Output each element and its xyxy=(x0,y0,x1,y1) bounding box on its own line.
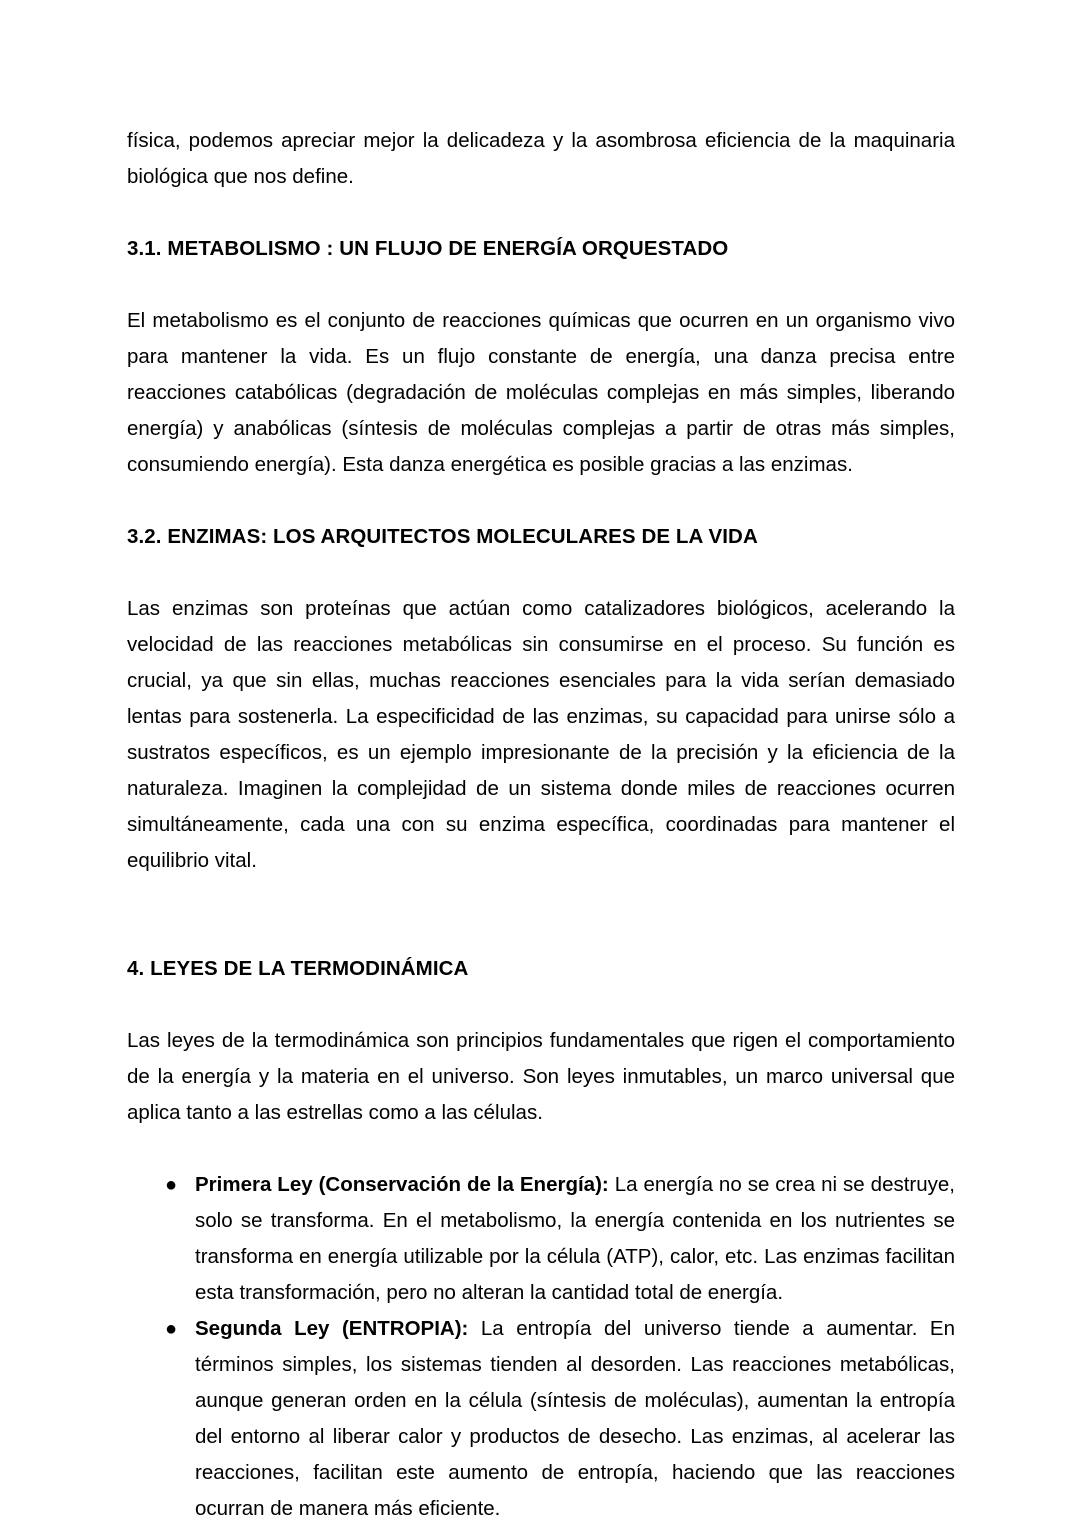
spacer xyxy=(127,195,955,231)
spacer xyxy=(127,267,955,303)
heading-4: 4. LEYES DE LA TERMODINÁMICA xyxy=(127,957,469,980)
heading-3-1: 3.1. METABOLISMO : UN FLUJO DE ENERGÍA ORQUESTADO xyxy=(127,237,729,260)
list-item-body: La entropía del universo tiende a aumentar. En términos simples, los sistemas tienden al desorden. Las reacciones metabólicas, aunque generan orden en la célula (síntesis de moléculas), aumentan la entropía del entorno al liberar calor y productos de desecho. Las enzimas, al acelerar las reacciones, facilitan este aumento de entropía, haciendo que las reacciones ocurran de manera más eficiente. xyxy=(195,1317,955,1520)
bullet-icon: ● xyxy=(165,1174,178,1196)
document-content xyxy=(127,123,955,1525)
enzimas-paragraph: Las enzimas son proteínas que actúan como catalizadores biológicos, acelerando la velocidad de las reacciones metabólicas sin consumirse en el proceso. Su función es crucial, ya que sin ellas, muchas reacciones esenciales para la vida serían demasiado lentas para sostenerla. La especificidad de las enzimas, su capacidad para unirse sólo a sustratos específicos, es un ejemplo impresionante de la precisión y la eficiencia de la naturaleza. Imaginen la complejidad de un sistema donde miles de reacciones ocurren simultáneamente, cada una con su enzima específica, coordinadas para mantener el equilibrio vital. xyxy=(127,597,955,872)
laws-list xyxy=(127,1167,955,1525)
list-item-primera-ley xyxy=(127,1167,955,1311)
list-item-lead: Segunda Ley (ENTROPIA): xyxy=(195,1317,469,1340)
spacer xyxy=(127,987,955,1023)
spacer xyxy=(127,555,955,591)
spacer xyxy=(127,1131,955,1167)
spacer xyxy=(127,483,955,519)
list-item-lead: Primera Ley (Conservación de la Energía): xyxy=(195,1173,609,1196)
spacer-large xyxy=(127,879,955,951)
heading-3-2: 3.2. ENZIMAS: LOS ARQUITECTOS MOLECULARES DE LA VIDA xyxy=(127,525,758,548)
intro-paragraph: física, podemos apreciar mejor la delicadeza y la asombrosa eficiencia de la maquinaria biológica que nos define. xyxy=(127,129,955,188)
list-item-body: La energía no se crea ni se destruye, solo se transforma. En el metabolismo, la energía contenida en los nutrientes se transforma en energía utilizable por la célula (ATP), calor, etc. Las enzimas facilitan esta transformación, pero no alteran la cantidad total de energía. xyxy=(195,1173,955,1304)
bullet-icon: ● xyxy=(165,1318,178,1340)
metabolismo-paragraph: El metabolismo es el conjunto de reacciones químicas que ocurren en un organismo vivo para mantener la vida. Es un flujo constante de energía, una danza precisa entre reacciones catabólicas (degradación de moléculas complejas en más simples, liberando energía) y anabólicas (síntesis de moléculas complejas a partir de otras más simples, consumiendo energía). Esta danza energética es posible gracias a las enzimas. xyxy=(127,309,955,476)
list-item-segunda-ley xyxy=(127,1311,955,1525)
termodinamica-paragraph: Las leyes de la termodinámica son principios fundamentales que rigen el comportamiento de la energía y la materia en el universo. Son leyes inmutables, un marco universal que aplica tanto a las estrellas como a las células. xyxy=(127,1029,955,1124)
